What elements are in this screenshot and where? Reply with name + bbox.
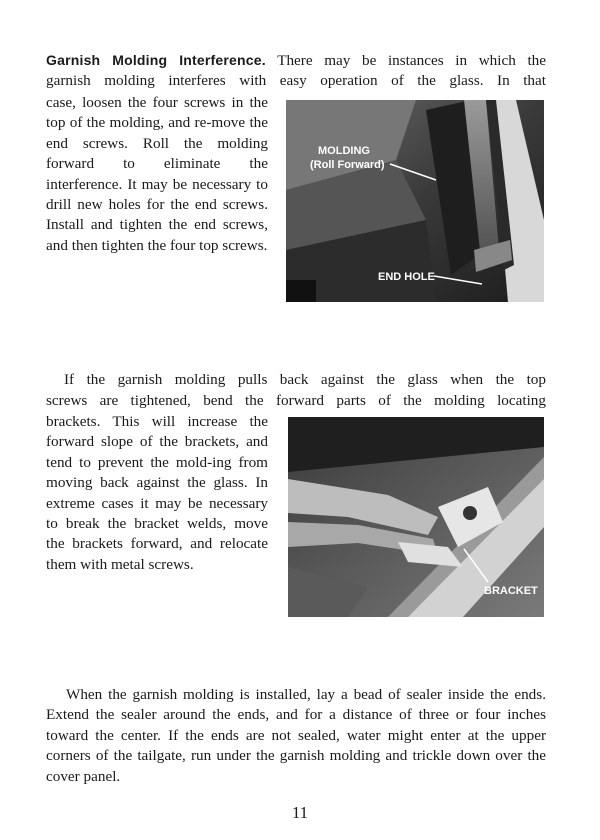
- section1-line1: There may be instances in which the: [277, 52, 546, 69]
- section2-line2: screws are tightened, bend the forward parts of the molding locating: [46, 392, 546, 409]
- molding-photo: [286, 100, 544, 302]
- callout-end-hole: END HOLE: [378, 271, 435, 283]
- bracket-photo-graphic: [288, 417, 544, 617]
- page-number: 11: [291, 803, 309, 822]
- section2-line1: If the garnish molding pulls back against the glass when the top: [64, 371, 546, 388]
- callout-molding-2: (Roll Forward): [310, 159, 385, 171]
- callout-molding-1: MOLDING: [318, 145, 370, 157]
- section1-heading: Garnish Molding Interference.: [46, 52, 266, 68]
- section3-text: When the garnish molding is installed, lay a bead of sealer inside the ends. Extend the sealer around the ends, and for a distance of three or four inches toward the center. If the ends are not sealed, water might enter at the upper corners of the tailgate, run under the garnish molding and trickle down over the cover panel.: [46, 686, 546, 785]
- callout-bracket: BRACKET: [484, 585, 538, 597]
- section2-wrapped-text: brackets. This will increase the forward slope of the brackets, and tend to prevent the mold-ing from moving back against the glass. In extreme cases it may be necessary to break the bracket welds, move the brackets forward, and relocate them with metal screws.: [46, 413, 268, 573]
- bracket-photo: [288, 417, 544, 617]
- section1-line2: garnish molding interferes with easy operation of the glass. In that: [46, 72, 546, 89]
- section1-wrapped-text: case, loosen the four screws in the top of the molding, and re-move the end screws. Roll the molding forward to eliminate the interference. It may be necessary to drill new holes for the end screws. Install and tighten the end screws, and then tighten the four top screws.: [46, 94, 268, 254]
- section1-lead-line: [46, 50, 546, 71]
- molding-photo-graphic: [286, 100, 544, 302]
